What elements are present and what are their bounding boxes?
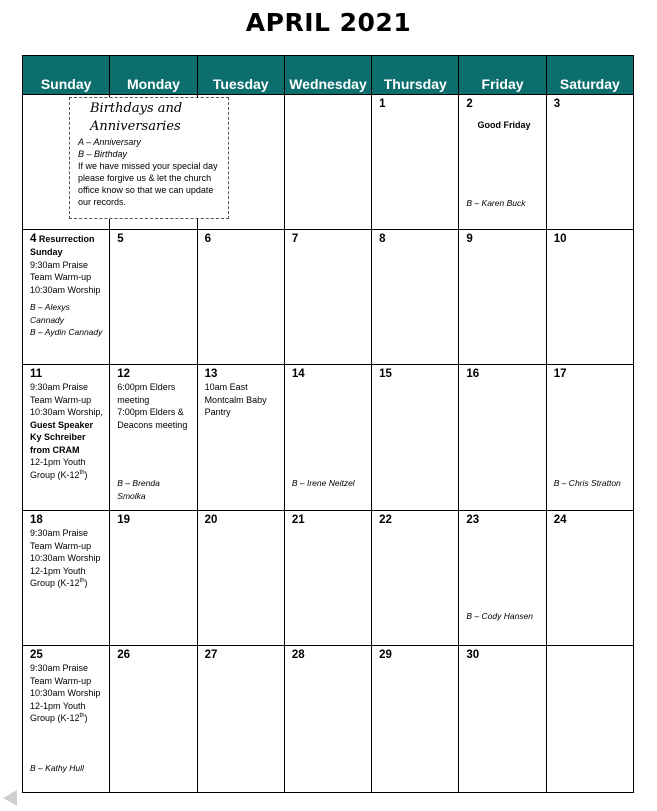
event-resurrection-sunday: Resurrection Sunday [30,234,95,257]
day-number: 8 [379,233,386,245]
day-number: 14 [291,368,305,380]
day-cell [546,511,633,646]
week-row [23,511,634,646]
day-cell [110,511,197,646]
day-number: 10 [553,233,567,245]
day-cell [372,365,459,511]
day-number: 21 [291,514,305,526]
birthdays-anniversaries-note [69,97,229,219]
event-worship: 10:30am Worship [30,284,101,295]
event-praise-warmup: 9:30am Praise Team Warm-up [30,382,92,405]
birthday-entry: B – Irene Neitzel [291,477,355,488]
weekday-tuesday: Tuesday [197,56,284,95]
weekday-saturday: Saturday [546,56,633,95]
week-row [23,646,634,793]
day-cell [546,365,633,511]
page-title: APRIL 2021 [245,8,412,37]
day-number: 11 [30,368,43,380]
birthday-entry: B – Chris Stratton [553,477,621,488]
day-number: 15 [379,368,392,380]
event-youth-group: 12-1pm Youth Group (K-12th) [30,700,88,723]
day-cell [372,511,459,646]
day-number: 17 [553,368,567,380]
birthday-entry: B – Cody Hansen [466,610,534,621]
week-row [23,365,634,511]
day-number: 3 [553,98,561,110]
note-text: If we have missed your special day please forgive us & let the church office know so that we can update our records. [78,161,218,207]
day-cell [23,230,110,365]
day-cell [284,646,371,793]
event-worship: 10:30am Worship [30,688,101,698]
event-good-friday: Good Friday [477,120,531,130]
day-number: 25 [30,649,43,661]
day-cell [546,230,633,365]
day-cell [23,511,110,646]
day-number: 24 [553,514,567,526]
event-worship: 10:30am Worship [30,553,101,563]
day-number: 20 [204,514,218,526]
day-cell [459,365,546,511]
event-elders-meeting: 6:00pm Elders meeting [117,382,176,405]
event-youth-group: 12-1pm Youth Group (K-12th) [30,457,88,480]
day-cell [284,230,371,365]
day-number: 9 [466,233,473,245]
day-cell [197,646,284,793]
day-cell [197,511,284,646]
day-number: 18 [30,514,43,526]
weekday-sunday: Sunday [23,56,110,95]
day-number: 2 [466,98,473,110]
previous-page-arrow-icon[interactable] [3,790,17,806]
weekday-monday: Monday [110,56,197,95]
weekday-friday: Friday [459,56,546,95]
day-cell [23,365,110,511]
day-number: 22 [379,514,392,526]
day-number: 19 [117,514,131,526]
legend-anniversary: A – Anniversary [78,137,141,147]
day-cell [284,511,371,646]
day-number: 23 [466,514,480,526]
day-cell [459,230,546,365]
day-cell [197,230,284,365]
day-cell [372,646,459,793]
birthday-entry: B – Kathy Hull [30,762,84,773]
birthday-entry: B – Karen Buck [466,197,526,208]
day-cell [110,230,197,365]
day-number: 4 [30,233,37,245]
event-praise-warmup: 9:30am Praise Team Warm-up [30,528,92,551]
day-cell [459,511,546,646]
birthday-entry: B – Aydin Cannady [30,327,103,337]
day-number: 27 [204,649,218,661]
day-number: 12 [117,368,131,380]
day-number: 1 [379,98,386,110]
day-cell [23,646,110,793]
day-number: 5 [117,233,124,245]
day-cell [459,95,546,230]
day-cell [372,230,459,365]
weekday-wednesday: Wednesday [284,56,371,95]
event-baby-pantry: 10am East Montcalm Baby Pantry [204,382,267,417]
birthday-entry: B – Brenda Smolka [117,478,160,501]
weekday-thursday: Thursday [372,56,459,95]
day-cell [197,365,284,511]
day-cell [546,95,633,230]
day-cell-empty [284,95,371,230]
event-praise-warmup: 9:30am Praise Team Warm-up [30,259,92,282]
day-number: 28 [291,649,305,661]
day-number: 30 [466,649,480,661]
event-youth-group: 12-1pm Youth Group (K-12th) [30,565,88,588]
day-cell [110,365,197,511]
birthday-entry: B – Alexys Cannady [30,302,70,325]
note-title: Birthdays and Anniversaries [90,101,183,134]
event-guest-speaker: Guest Speaker Ky Schreiber from CRAM [30,419,94,455]
day-cell [372,95,459,230]
legend-birthday: B – Birthday [78,149,128,159]
day-number: 13 [204,368,218,380]
event-worship: 10:30am Worship, [30,407,103,417]
day-cell [284,365,371,511]
day-cell [459,646,546,793]
week-row [23,230,634,365]
day-cell [110,646,197,793]
day-cell-empty [546,646,633,793]
day-number: 7 [291,233,299,245]
day-number: 16 [466,368,480,380]
weekday-header-row [23,56,634,95]
event-praise-warmup: 9:30am Praise Team Warm-up [30,663,92,686]
day-number: 6 [204,233,211,245]
day-number: 26 [117,649,131,661]
day-number: 29 [379,649,392,661]
event-elders-deacons-meeting: 7:00pm Elders & Deacons meeting [117,407,188,430]
